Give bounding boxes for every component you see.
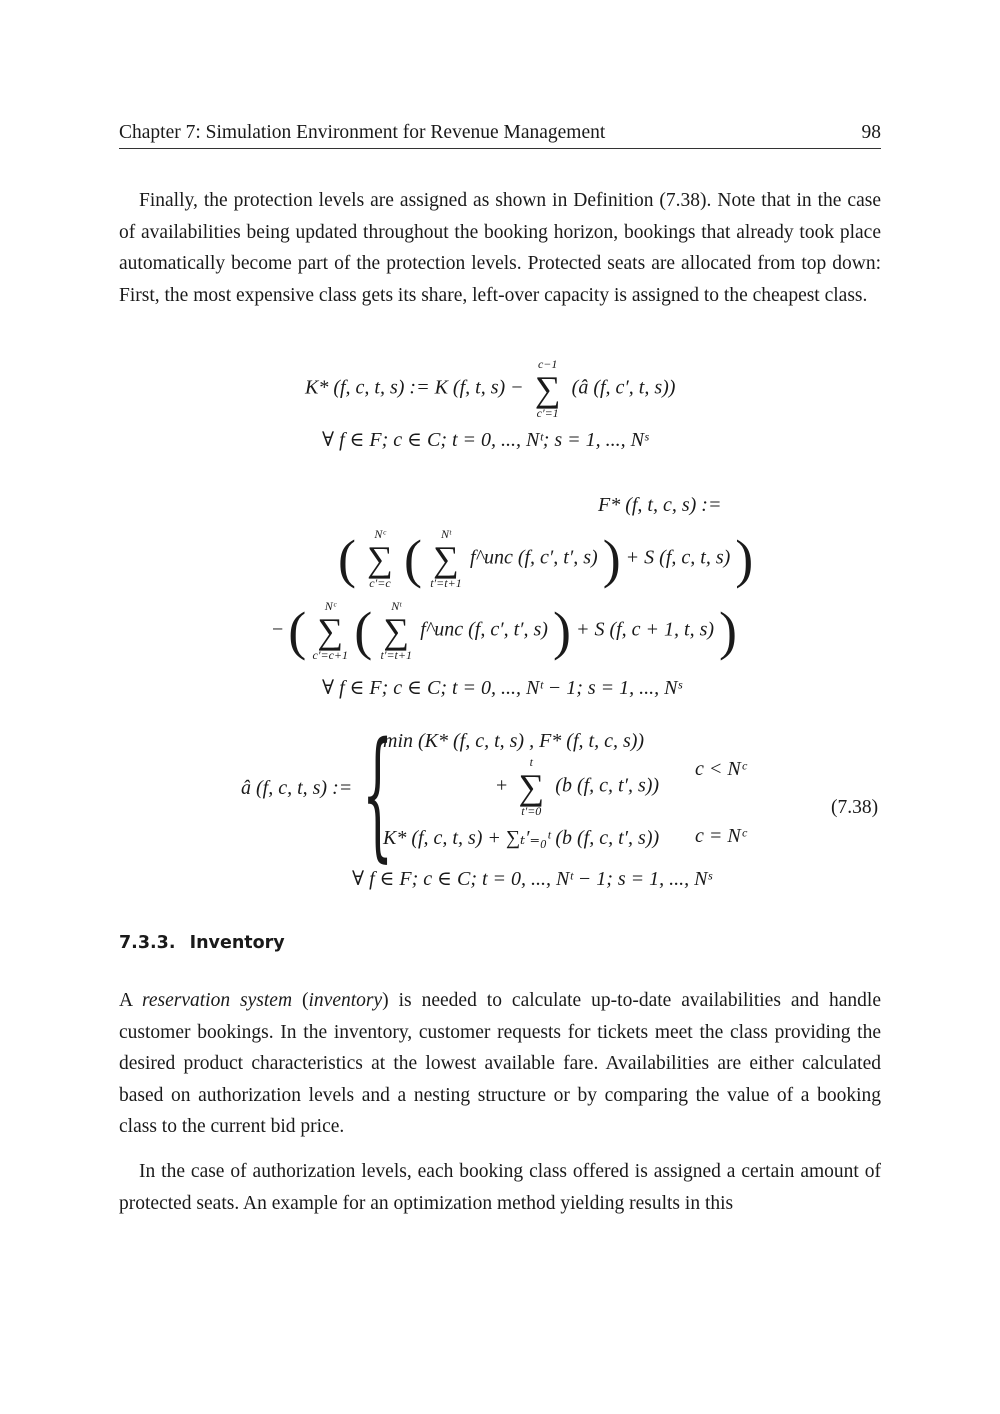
minus-sign: − (272, 618, 284, 641)
sum-upper-limit: Nᵗ (391, 599, 402, 613)
section-number: 7.3.3. (119, 933, 176, 953)
sum-lower-limit: t′=t+1 (430, 576, 462, 590)
term-reservation-system: reservation system (141, 990, 293, 1011)
k-star-lhs: K* (f, c, t, s) := K (f, t, s) − (305, 376, 524, 399)
f-line-2-body: f^unc (f, c′, t′, s) (420, 618, 548, 641)
sum-upper-limit: Nᶜ (374, 527, 386, 541)
sum-upper-limit: c−1 (537, 357, 558, 371)
sum-lower-limit: c′=c+1 (312, 648, 348, 662)
plus-sign: + (496, 774, 508, 797)
a-hat-lhs: â (f, c, t, s) := (241, 777, 353, 799)
sum-lower-limit: c′=1 (536, 406, 559, 420)
cases-brace: { (362, 713, 394, 876)
f-line-2-tail: + S (f, c + 1, t, s) (575, 618, 715, 641)
section-heading (119, 933, 293, 953)
f-line-1-body: f^unc (f, c′, t′, s) (469, 546, 598, 569)
sum-upper-limit: Nᶜ (324, 599, 336, 613)
f-star-lhs: F* (f, t, c, s) := (598, 494, 722, 516)
case-1-line-1: min (K* (f, c, t, s) , F* (f, t, c, s)) (383, 730, 645, 752)
inventory-paragraph-2: In the case of authorization levels, each booking class offered is assigned a certain amount of protected seats. An example for an optimization method yielding results in this (119, 1161, 881, 1214)
f-line-1-tail: + S (f, c, t, s) (625, 546, 731, 569)
sum-operator: Nᶜ ∑ c′=c+1 (312, 599, 348, 662)
inventory-paragraph-1 (119, 985, 881, 1143)
f-star-line-2: − ( Nᶜ ∑ c′=c+1 ( Nᵗ ∑ t′=t+1 f^unc (f, c′, t′, s) ) + S (f, c + 1, t, s) ) (272, 599, 738, 662)
text-run: ) is needed to calculate up-to-date availabilities and handle customer bookings. In the inventory, customer requests for tickets meet the class providing the desired product characteristics at the lowest available fare. Availabilities are either calculated based on authorization levels and a nesting structure or by comparing the value of a booking class to the current bid price. (119, 990, 881, 1137)
k-star-rhs: (â (f, c′, t, s)) (571, 376, 676, 399)
intro-paragraph: Finally, the protection levels are assigned as shown in Definition (7.38). Note that in the case of availabilities being updated throughout the booking horizon, bookings that already took place automatically become part of the protection levels. Protected seats are allocated from top down: First, the most expensive class gets its share, left-over capacity is assigned to the cheapest class. (119, 190, 881, 306)
case-2-body: K* (f, c, t, s) + ∑ₜ′₌₀ᵗ (b (f, c, t′, s)) (383, 827, 660, 849)
running-header (119, 122, 881, 149)
case-2-condition: c = Nᶜ (695, 825, 746, 847)
sum-operator: Nᵗ ∑ t′=t+1 (377, 600, 415, 662)
case-1-body: (b (f, c, t′, s)) (555, 774, 660, 797)
sum-operator: c−1 ∑ c′=1 (529, 358, 567, 420)
equation-number: (7.38) (831, 797, 879, 818)
sum-operator: Nᵗ ∑ t′=t+1 (427, 528, 465, 590)
k-star-domain: ∀ f ∈ F; c ∈ C; t = 0, ..., Nᵗ; s = 1, ..., Nˢ (322, 429, 649, 451)
sum-upper-limit: t (529, 755, 533, 769)
case-1-condition: c < Nᶜ (695, 758, 746, 780)
sum-lower-limit: c′=c (369, 576, 391, 590)
term-inventory: inventory (308, 990, 383, 1011)
sum-lower-limit: t′=t+1 (380, 648, 412, 662)
sum-operator: Nᶜ ∑ c′=c (361, 528, 399, 590)
case-1-line-2 (496, 756, 659, 818)
sum-operator: t ∑ t′=0 (512, 756, 550, 818)
a-hat-domain: ∀ f ∈ F; c ∈ C; t = 0, ..., Nᵗ − 1; s = 1, ..., Nˢ (352, 868, 712, 890)
k-star-equation (305, 358, 675, 420)
section-title: Inventory (189, 933, 285, 953)
text-run: A (119, 990, 142, 1011)
f-star-domain: ∀ f ∈ F; c ∈ C; t = 0, ..., Nᵗ − 1; s = 1, ..., Nˢ (322, 677, 682, 699)
sum-lower-limit: t′=0 (521, 804, 542, 818)
sum-upper-limit: Nᵗ (440, 527, 451, 541)
f-star-line-1: ( Nᶜ ∑ c′=c ( Nᵗ ∑ t′=t+1 f^unc (f, c′, t′, s) ) + S (f, c, t, s) ) (338, 527, 754, 590)
chapter-title: Chapter 7: Simulation Environment for Revenue Management (119, 122, 606, 143)
text-run: ( (292, 990, 309, 1011)
page-number: 98 (861, 122, 881, 143)
